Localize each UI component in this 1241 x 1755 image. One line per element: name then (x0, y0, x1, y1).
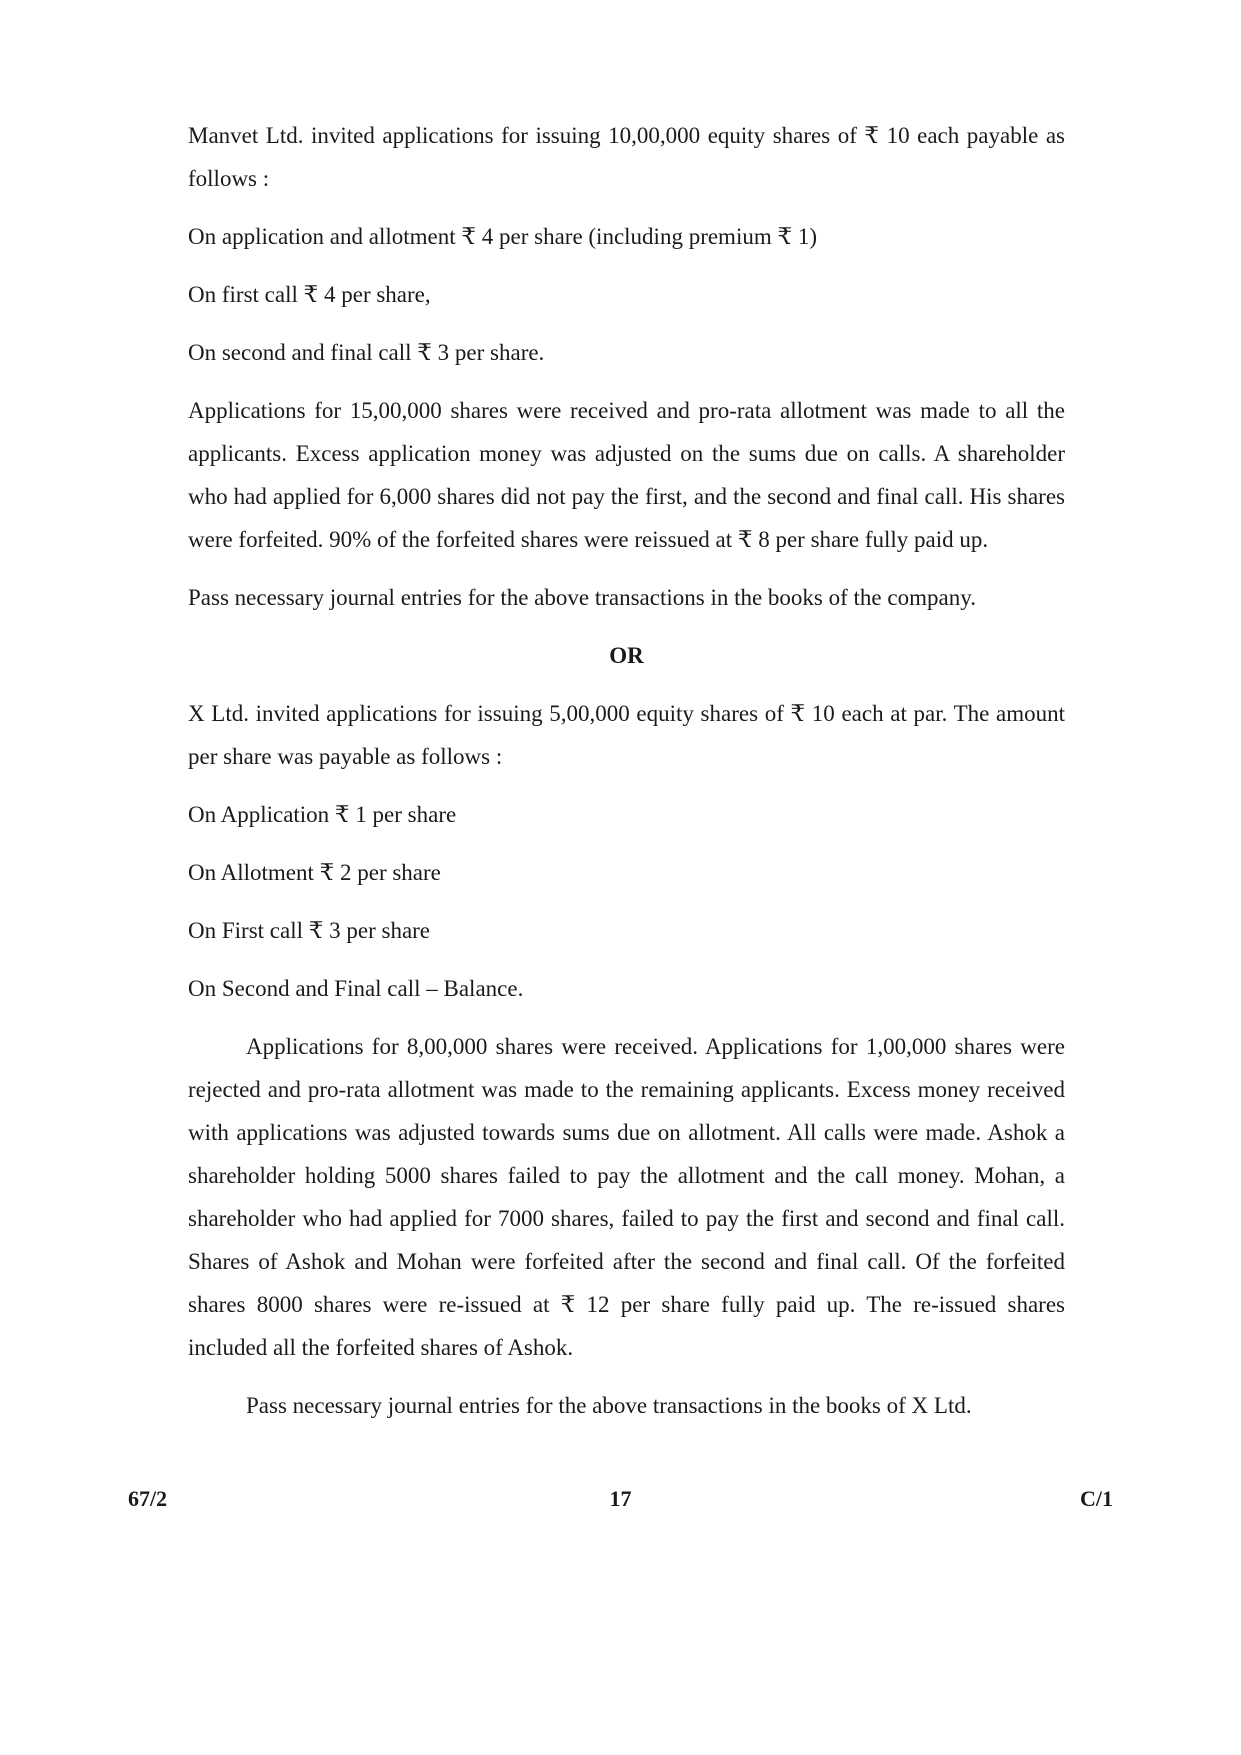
page-number: 17 (609, 1486, 632, 1511)
set-code: C/1 (1080, 1486, 1113, 1511)
q1-schedule-item: On second and final call ₹ 3 per share. (188, 340, 545, 365)
q2-schedule-item: On Second and Final call – Balance. (188, 976, 524, 1001)
q2-schedule-item: On First call ₹ 3 per share (188, 918, 431, 943)
q1-instruction: Pass necessary journal entries for the above transactions in the books of the company. (188, 585, 976, 610)
q1-intro: Manvet Ltd. invited applications for issuing 10,00,000 equity shares of ₹ 10 each payable as follows : (188, 123, 1065, 191)
q2-schedule-item: On Allotment ₹ 2 per share (188, 860, 441, 885)
q2-instruction: Pass necessary journal entries for the above transactions in the books of X Ltd. (246, 1393, 972, 1418)
page-footer (128, 1486, 1113, 1526)
q2-intro: X Ltd. invited applications for issuing 5,00,000 equity shares of ₹ 10 each at par. The amount per share was payable as follows : (188, 701, 1065, 769)
q1-schedule-item: On application and allotment ₹ 4 per share (including premium ₹ 1) (188, 224, 818, 249)
q2-details: Applications for 8,00,000 shares were received. Applications for 1,00,000 shares were rejected and pro-rata allotment was made to the remaining applicants. Excess money received with applications was adjusted towards sums due on allotment. All calls were made. Ashok a shareholder holding 5000 shares failed to pay the allotment and the call money. Mohan, a shareholder who had applied for 7000 shares, failed to pay the first and second and final call. Shares of Ashok and Mohan were forfeited after the second and final call. Of the forfeited shares 8000 shares were re-issued at ₹ 12 per share fully paid up. The re-issued shares included all the forfeited shares of Ashok. (188, 1034, 1065, 1360)
or-separator: OR (609, 643, 644, 668)
q2-schedule-item: On Application ₹ 1 per share (188, 802, 457, 827)
q1-details: Applications for 15,00,000 shares were received and pro-rata allotment was made to all the applicants. Excess application money was adjusted on the sums due on calls. A shareholder who had applied for 6,000 shares did not pay the first, and the second and final call. His shares were forfeited. 90% of the forfeited shares were reissued at ₹ 8 per share fully paid up. (188, 398, 1065, 552)
paper-code: 67/2 (128, 1486, 168, 1511)
q1-schedule-item: On first call ₹ 4 per share, (188, 282, 431, 307)
page-content (188, 114, 1065, 1427)
